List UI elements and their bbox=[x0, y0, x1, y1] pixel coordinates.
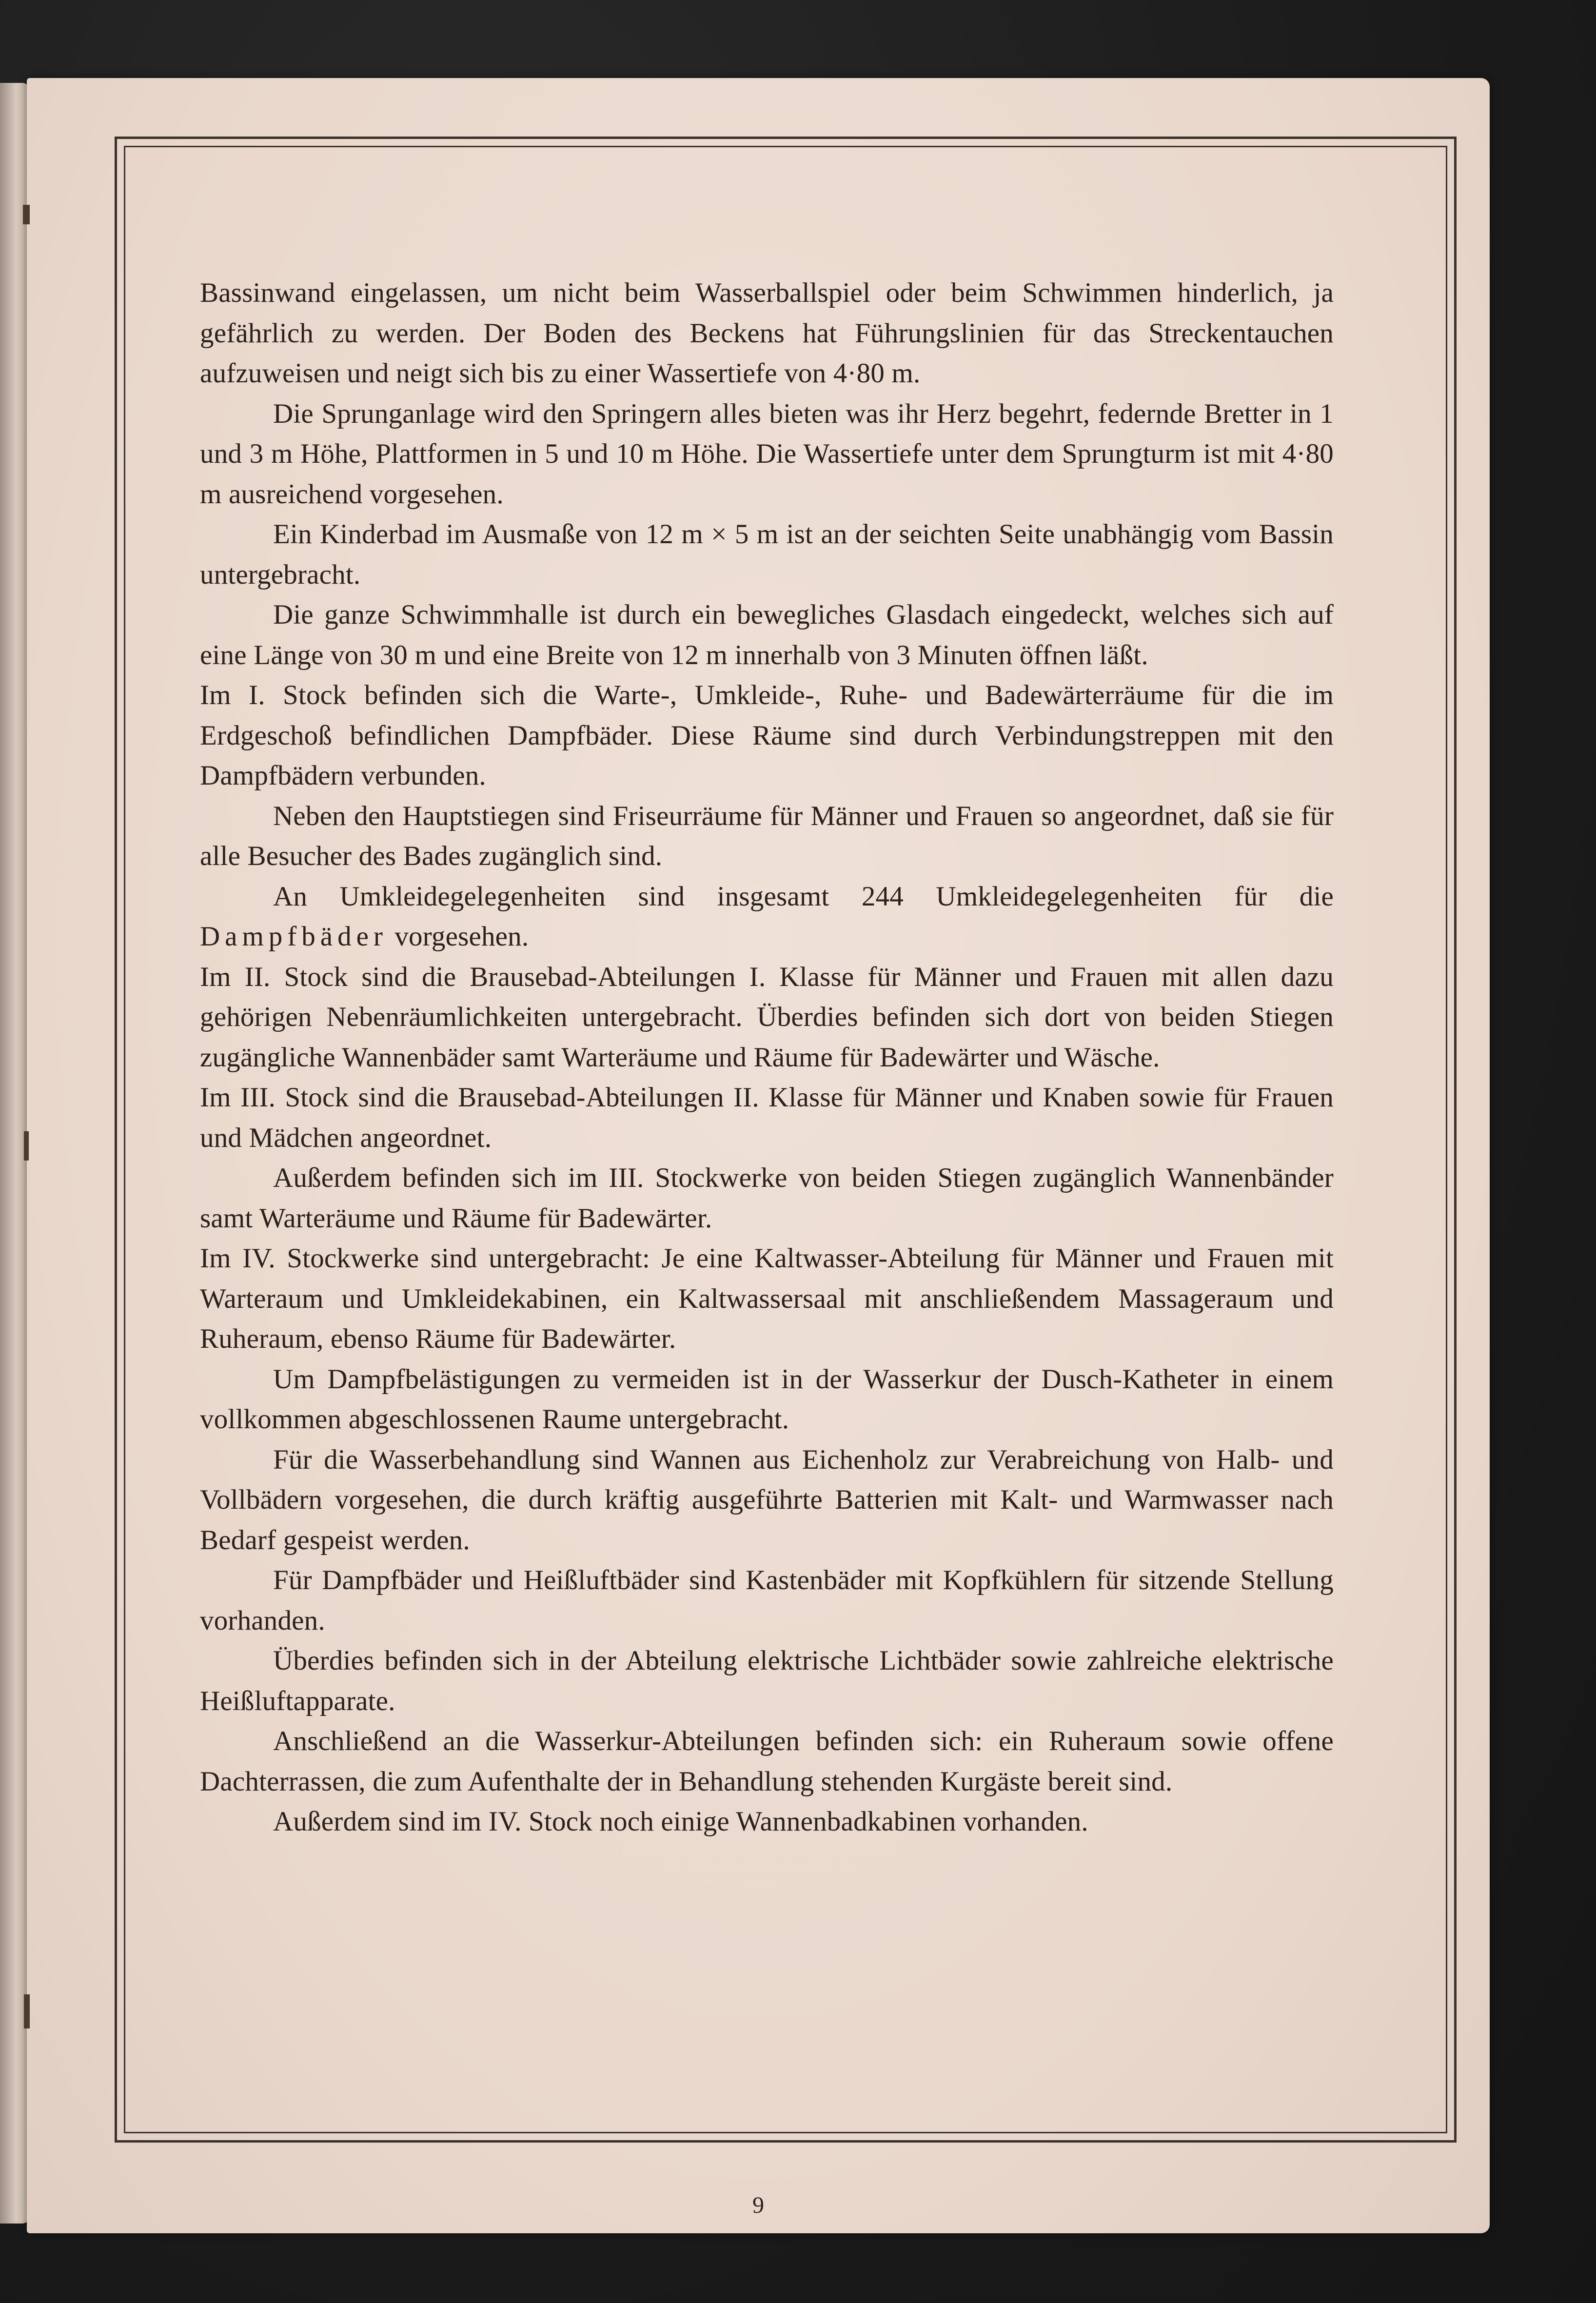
paragraph: Im I. Stock befinden sich die Warte-, Umkleide-, Ruhe- und Badewärterräume für die im Erdgeschoß befindlichen Dampfbäder. Diese Räume sind durch Verbindungstreppen mit den Dampfbädern verbunden. bbox=[200, 680, 1334, 791]
page-number: 9 bbox=[752, 2192, 764, 2218]
paragraph bbox=[200, 877, 1334, 957]
binding-mark bbox=[23, 205, 30, 224]
paragraph: Anschließend an die Wasserkur-Abteilungen befinden sich: ein Ruheraum sowie offene Dachterrassen, die zum Aufenthalte der in Behandlung stehenden Kurgäste bereit sind. bbox=[200, 1726, 1334, 1797]
paragraph: Bassinwand eingelassen, um nicht beim Wasserballspiel oder beim Schwimmen hinderlich, ja gefährlich zu werden. Der Boden des Beckens hat Führungslinien für das Streckentauchen aufzuweisen und neigt sich bis zu einer Wassertiefe von 4·80 m. bbox=[200, 277, 1334, 389]
paragraph-text: vorgesehen. bbox=[387, 921, 529, 952]
book-page bbox=[27, 78, 1490, 2233]
paragraph: Überdies befinden sich in der Abteilung elektrische Lichtbäder sowie zahlreiche elektrische Heißluftapparate. bbox=[200, 1645, 1334, 1716]
binding-mark bbox=[24, 1131, 29, 1161]
paragraph: Im III. Stock sind die Brausebad-Abteilungen II. Klasse für Männer und Knaben sowie für Frauen und Mädchen angeordnet. bbox=[200, 1082, 1334, 1153]
paragraph: Im IV. Stockwerke sind untergebracht: Je eine Kaltwasser-Abteilung für Männer und Frauen mit Warteraum und Umkleidekabinen, ein Kaltwassersaal mit anschließendem Massageraum und Ruheraum, ebenso Räume für Badewärter. bbox=[200, 1243, 1334, 1354]
paragraph: Ein Kinderbad im Ausmaße von 12 m × 5 m ist an der seichten Seite unabhängig vom Bassin untergebracht. bbox=[200, 519, 1334, 590]
paragraph: Außerdem sind im IV. Stock noch einige Wannenbadkabinen vorhanden. bbox=[273, 1806, 1088, 1837]
paragraph: Für die Wasserbehandlung sind Wannen aus Eichenholz zur Verabreichung von Halb- und Vollbädern vorgesehen, die durch kräftig ausgeführte Batterien mit Kalt- und Warmwasser nach Bedarf gespeist werden. bbox=[200, 1444, 1334, 1555]
paragraph: Für Dampfbäder und Heißluftbäder sind Kastenbäder mit Kopfkühlern für sitzende Stellung vorhanden. bbox=[200, 1565, 1334, 1636]
spaced-emphasis: Dampfbäder bbox=[200, 921, 388, 952]
paragraph: Um Dampfbelästigungen zu vermeiden ist in der Wasserkur der Dusch-Katheter in einem vollkommen abgeschlossenen Raume untergebracht. bbox=[200, 1363, 1334, 1435]
paragraph: Die Sprunganlage wird den Springern alles bieten was ihr Herz begehrt, federnde Bretter in 1 und 3 m Höhe, Plattformen in 5 und 10 m Höhe. Die Wassertiefe unter dem Sprungturm ist mit 4·80 m ausreichend vorgesehen. bbox=[200, 398, 1334, 510]
binding-mark bbox=[24, 1994, 30, 2028]
paragraph: Neben den Hauptstiegen sind Friseurräume für Männer und Frauen so angeordnet, daß sie für alle Besucher des Bades zugänglich sind. bbox=[200, 800, 1334, 871]
paragraph: Im II. Stock sind die Brausebad-Abteilungen I. Klasse für Männer und Frauen mit allen dazu gehörigen Nebenräumlichkeiten untergebracht. Überdies befinden sich dort von beiden Stiegen zugängliche Wannenbäder samt Warteräume und Räume für Badewärter und Wäsche. bbox=[200, 961, 1334, 1073]
body-text bbox=[200, 273, 1334, 1842]
paragraph: Außerdem befinden sich im III. Stockwerke von beiden Stiegen zugänglich Wannenbänder samt Warteräume und Räume für Badewärter. bbox=[200, 1162, 1334, 1234]
paragraph: Die ganze Schwimmhalle ist durch ein bewegliches Glasdach eingedeckt, welches sich auf eine Länge von 30 m und eine Breite von 12 m innerhalb von 3 Minuten öffnen läßt. bbox=[200, 599, 1334, 670]
paragraph-text: An Umkleidegelegenheiten sind insgesamt 244 Umkleidegelegenheiten für die bbox=[273, 881, 1334, 912]
